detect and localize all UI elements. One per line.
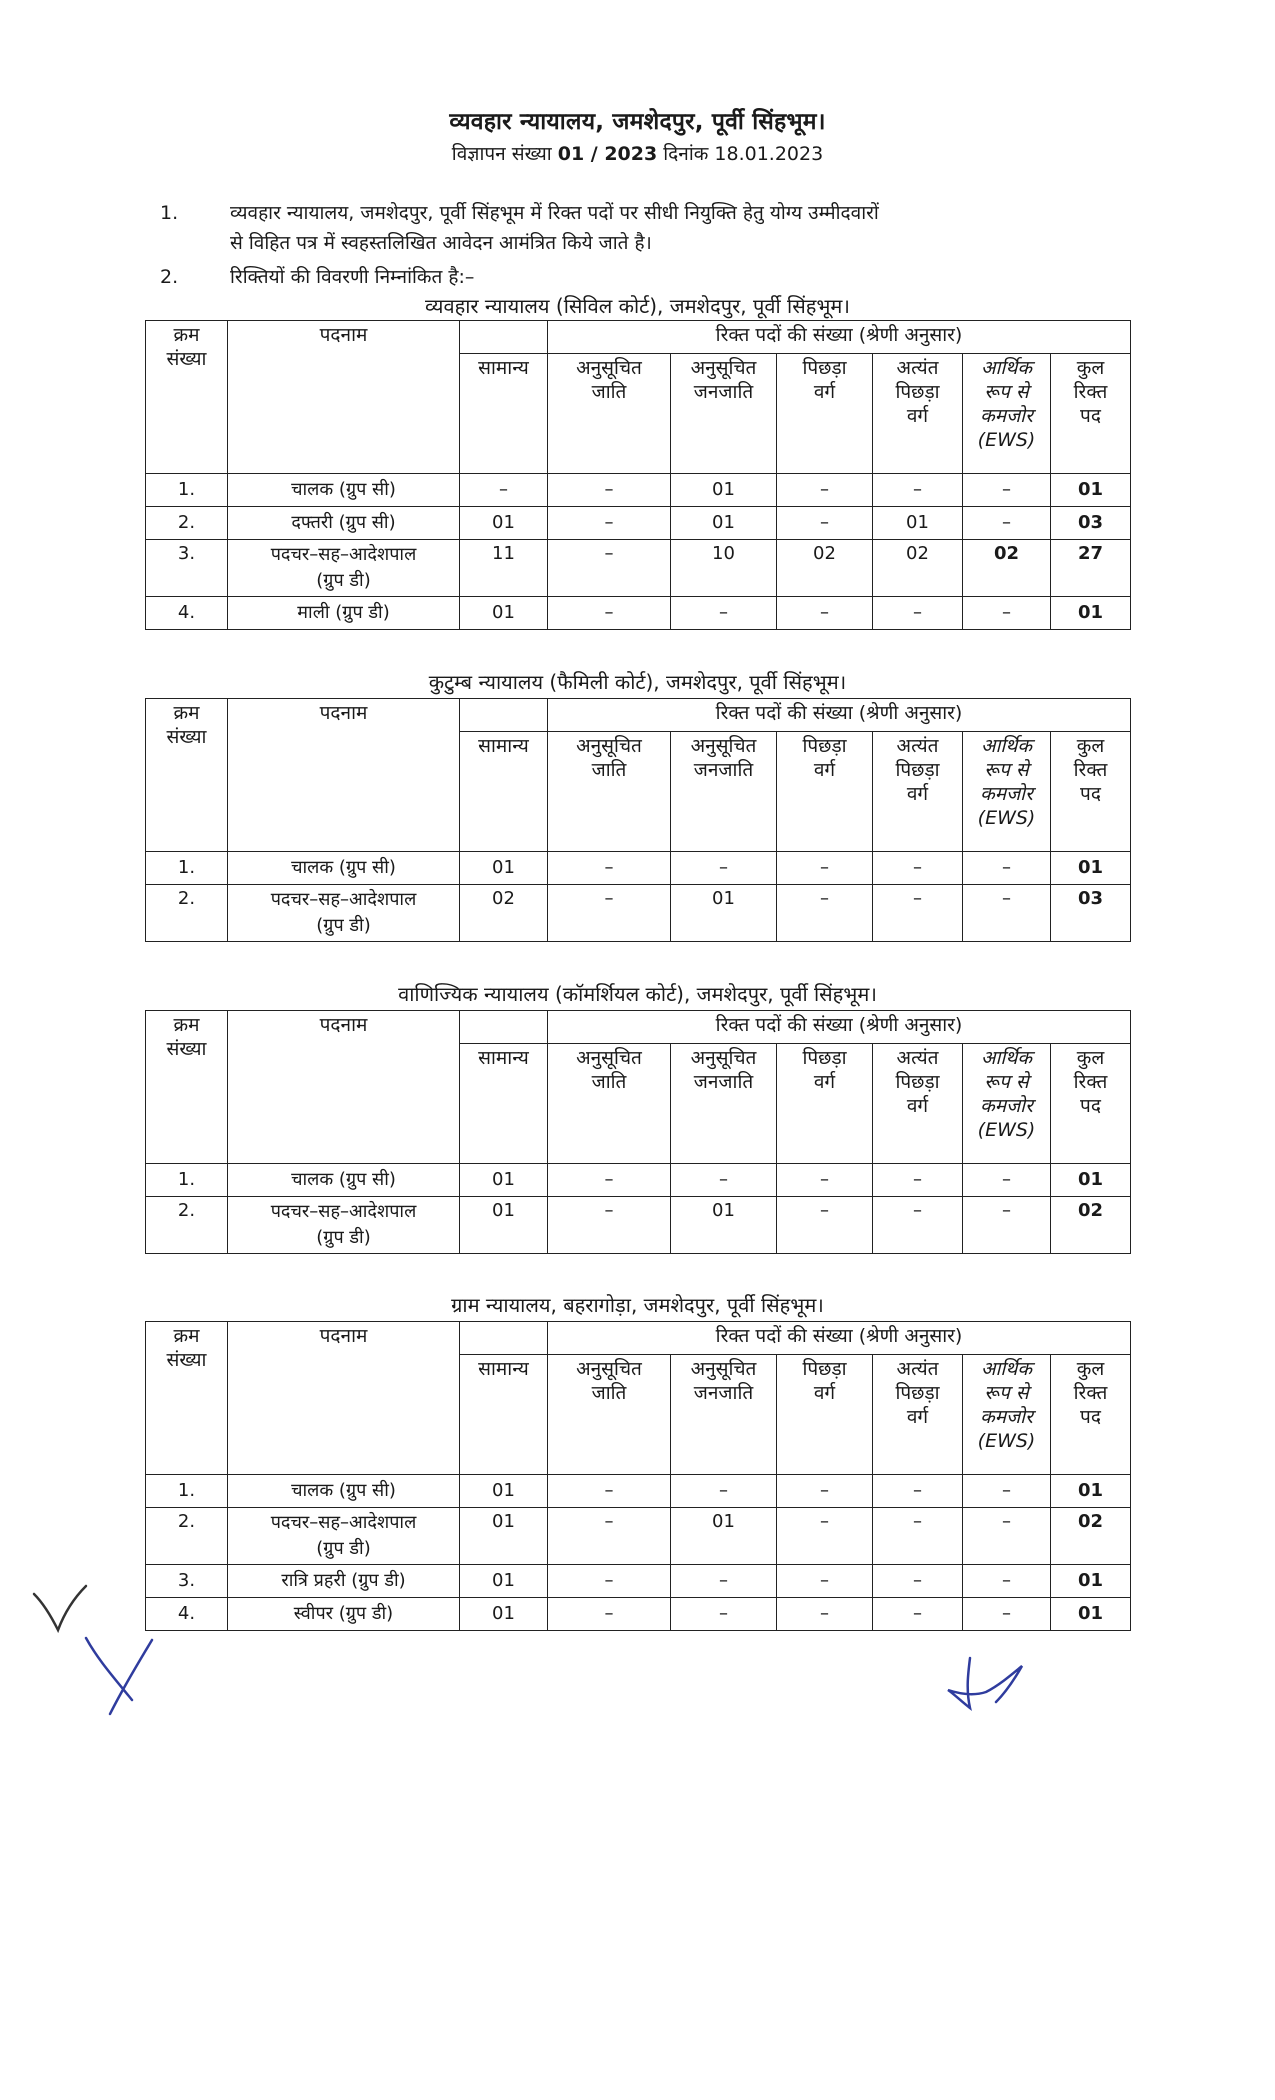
paragraph-line: से विहित पत्र में स्वहस्तलिखित आवेदन आमंत्रित किये जाते है। (230, 232, 652, 254)
header-text: (EWS) (977, 1119, 1036, 1141)
date-label: दिनांक (663, 143, 709, 165)
table-row (146, 507, 1131, 540)
cell-total: 01 (1051, 1565, 1131, 1598)
header-text: (EWS) (977, 1430, 1036, 1452)
header-text: पिछड़ा (895, 1071, 940, 1093)
court-title: कुटुम्ब न्यायालय (फैमिली कोर्ट), जमशेदपुर, पूर्वी सिंहभूम। (428, 670, 847, 694)
header-text: संख्या (166, 1349, 207, 1371)
header-post: पदनाम (228, 321, 460, 474)
cell-serial: 1. (146, 474, 228, 507)
post-line: चालक (ग्रुप सी) (291, 1480, 396, 1501)
cell-general: 01 (460, 1475, 548, 1508)
paragraph-number: 1. (160, 202, 179, 224)
cell-bc: – (777, 1475, 873, 1508)
header-bc (777, 354, 873, 474)
cell-bc: – (777, 1508, 873, 1565)
cell-post (228, 1565, 460, 1598)
cell-sc: – (548, 1598, 671, 1631)
post-line: (ग्रुप डी) (316, 570, 371, 591)
header-bc (777, 1044, 873, 1164)
header-text: वर्ग (906, 783, 929, 805)
table-row (146, 540, 1131, 597)
cell-general: 02 (460, 885, 548, 942)
header-st (671, 732, 777, 852)
header-text: क्रम (173, 1014, 200, 1036)
cell-bc: – (777, 1197, 873, 1254)
cell-sc: – (548, 852, 671, 885)
header-text: पिछड़ा (895, 1382, 940, 1404)
cell-serial: 4. (146, 597, 228, 630)
header-bc (777, 1355, 873, 1475)
cell-serial: 2. (146, 1197, 228, 1254)
header-text: क्रम (173, 702, 200, 724)
vacancy-table-gram-court (145, 1321, 1131, 1631)
officer-signature (940, 1650, 1030, 1720)
adv-number: 01 / 2023 (557, 143, 658, 165)
header-general: सामान्य (460, 732, 548, 852)
table-row (146, 852, 1131, 885)
cell-st: – (671, 597, 777, 630)
cell-st: 01 (671, 474, 777, 507)
header-text: अत्यंत (896, 357, 939, 379)
table-row (146, 1475, 1131, 1508)
header-blank (460, 321, 548, 354)
header-text: रिक्त (1073, 759, 1108, 781)
cell-total: 02 (1051, 1197, 1131, 1254)
cell-bc: 02 (777, 540, 873, 597)
cell-ews: – (963, 885, 1051, 942)
cell-total: 27 (1051, 540, 1131, 597)
cell-total: 01 (1051, 474, 1131, 507)
header-text: कमजोर (980, 783, 1033, 805)
cell-sc: – (548, 1475, 671, 1508)
cell-st: – (671, 852, 777, 885)
cell-ebc: – (873, 1565, 963, 1598)
cell-total: 01 (1051, 1475, 1131, 1508)
vacancy-table-family-court (145, 698, 1131, 942)
post-line: पदचर–सह–आदेशपाल (270, 1512, 417, 1533)
post-line: रात्रि प्रहरी (ग्रुप डी) (281, 1570, 406, 1591)
cell-serial: 3. (146, 540, 228, 597)
document-title: व्यवहार न्यायालय, जमशेदपुर, पूर्वी सिंहभूम। (449, 109, 826, 135)
table-row (146, 1598, 1131, 1631)
post-line: पदचर–सह–आदेशपाल (270, 889, 417, 910)
vacancy-table-civil-court (145, 320, 1131, 630)
header-text: पद (1080, 1095, 1101, 1117)
header-text: कमजोर (980, 405, 1033, 427)
cell-post (228, 597, 460, 630)
cell-bc: – (777, 507, 873, 540)
cell-st: 10 (671, 540, 777, 597)
cell-st: – (671, 1598, 777, 1631)
header-text: (EWS) (977, 429, 1036, 451)
cell-sc: – (548, 540, 671, 597)
cell-ebc: – (873, 1475, 963, 1508)
cell-total: 03 (1051, 507, 1131, 540)
header-post: पदनाम (228, 699, 460, 852)
header-text: जनजाति (693, 1382, 754, 1404)
cell-general: 01 (460, 1565, 548, 1598)
header-text: अनुसूचित (690, 1358, 757, 1380)
header-text: वर्ग (906, 1095, 929, 1117)
cell-bc: – (777, 885, 873, 942)
header-text: रिक्त (1073, 1382, 1108, 1404)
cell-bc: – (777, 474, 873, 507)
header-total (1051, 732, 1131, 852)
table-row (146, 597, 1131, 630)
post-line: (ग्रुप डी) (316, 915, 371, 936)
cell-serial: 1. (146, 1164, 228, 1197)
header-sc (548, 732, 671, 852)
cell-serial: 3. (146, 1565, 228, 1598)
cell-general: 11 (460, 540, 548, 597)
cell-general: 01 (460, 1164, 548, 1197)
header-text: अनुसूचित (576, 735, 642, 757)
cell-st: 01 (671, 1508, 777, 1565)
header-bc (777, 732, 873, 852)
header-sc (548, 354, 671, 474)
header-text: रूप से (984, 1071, 1029, 1093)
header-text: पद (1080, 1406, 1101, 1428)
cell-ews: – (963, 1475, 1051, 1508)
cell-ebc: – (873, 474, 963, 507)
cell-bc: – (777, 1598, 873, 1631)
vacancy-table-commercial-court (145, 1010, 1131, 1254)
header-text: पिछड़ा (895, 759, 940, 781)
cell-ebc: – (873, 1164, 963, 1197)
header-ews (963, 1355, 1051, 1475)
header-text: संख्या (166, 348, 207, 370)
header-text: वर्ग (906, 1406, 929, 1428)
header-st (671, 1355, 777, 1475)
cell-sc: – (548, 885, 671, 942)
cell-sc: – (548, 474, 671, 507)
header-text: अनुसूचित (690, 357, 757, 379)
court-title: वाणिज्यिक न्यायालय (कॉमर्शियल कोर्ट), जमशेदपुर, पूर्वी सिंहभूम। (398, 982, 877, 1006)
cell-ews: 02 (963, 540, 1051, 597)
header-sc (548, 1355, 671, 1475)
header-text: वर्ग (813, 381, 836, 403)
cell-ews: – (963, 597, 1051, 630)
cell-ews: – (963, 1598, 1051, 1631)
post-line: चालक (ग्रुप सी) (291, 857, 396, 878)
post-line: दफ्तरी (ग्रुप सी) (291, 512, 396, 533)
header-text: संख्या (166, 1038, 207, 1060)
cell-ews: – (963, 852, 1051, 885)
header-text: आर्थिक (980, 1358, 1033, 1380)
cell-post (228, 1508, 460, 1565)
header-text: कमजोर (980, 1406, 1033, 1428)
header-text: जनजाति (693, 759, 754, 781)
header-text: कुल (1076, 735, 1105, 757)
header-text: अनुसूचित (690, 1047, 757, 1069)
adv-date: 18.01.2023 (714, 143, 824, 165)
header-category-group: रिक्त पदों की संख्या (श्रेणी अनुसार) (548, 1322, 1131, 1355)
header-category-group: रिक्त पदों की संख्या (श्रेणी अनुसार) (548, 699, 1131, 732)
header-category-group: रिक्त पदों की संख्या (श्रेणी अनुसार) (548, 1011, 1131, 1044)
advertisement-line (0, 140, 1275, 166)
cell-general: 01 (460, 1508, 548, 1565)
cell-ebc: 01 (873, 507, 963, 540)
cell-post (228, 1197, 460, 1254)
table-row (146, 885, 1131, 942)
table-row (146, 1197, 1131, 1254)
post-line: (ग्रुप डी) (316, 1227, 371, 1248)
header-text: पिछड़ा (802, 1047, 847, 1069)
header-text: संख्या (166, 726, 207, 748)
header-text: पद (1080, 405, 1101, 427)
header-text: अनुसूचित (576, 1358, 642, 1380)
header-ews (963, 732, 1051, 852)
cell-post (228, 1475, 460, 1508)
header-text: जाति (591, 1382, 627, 1404)
cell-total: 01 (1051, 1164, 1131, 1197)
header-st (671, 1044, 777, 1164)
header-text: (EWS) (977, 807, 1036, 829)
cell-post (228, 885, 460, 942)
header-text: अनुसूचित (576, 357, 642, 379)
cell-ews: – (963, 474, 1051, 507)
cell-ebc: – (873, 597, 963, 630)
header-text: अत्यंत (896, 1358, 939, 1380)
cell-sc: – (548, 597, 671, 630)
table-row (146, 474, 1131, 507)
header-serial (146, 699, 228, 852)
cell-ebc: – (873, 1508, 963, 1565)
header-serial (146, 1011, 228, 1164)
cell-general: 01 (460, 507, 548, 540)
cell-sc: – (548, 1164, 671, 1197)
paragraph-2 (160, 262, 1120, 292)
header-text: जनजाति (693, 381, 754, 403)
header-serial (146, 1322, 228, 1475)
header-text: कमजोर (980, 1095, 1033, 1117)
cell-post (228, 507, 460, 540)
header-total (1051, 1355, 1131, 1475)
header-sc (548, 1044, 671, 1164)
cell-general: – (460, 474, 548, 507)
header-ebc (873, 1355, 963, 1475)
header-text: आर्थिक (980, 357, 1033, 379)
header-text: पिछड़ा (802, 1358, 847, 1380)
header-text: वर्ग (813, 759, 836, 781)
cell-total: 02 (1051, 1508, 1131, 1565)
header-text: रूप से (984, 381, 1029, 403)
cell-sc: – (548, 507, 671, 540)
header-text: जाति (591, 1071, 627, 1093)
header-text: रूप से (984, 759, 1029, 781)
cell-st: 01 (671, 507, 777, 540)
cell-general: 01 (460, 1197, 548, 1254)
header-text: क्रम (173, 324, 200, 346)
header-ebc (873, 1044, 963, 1164)
initials-signature (80, 1630, 170, 1720)
cell-post (228, 540, 460, 597)
header-text: अत्यंत (896, 735, 939, 757)
header-general: सामान्य (460, 1355, 548, 1475)
paragraph-1 (160, 198, 1120, 258)
cell-ews: – (963, 1164, 1051, 1197)
cell-ews: – (963, 1508, 1051, 1565)
header-text: आर्थिक (980, 735, 1033, 757)
cell-st: 01 (671, 885, 777, 942)
header-text: पिछड़ा (895, 381, 940, 403)
header-ews (963, 354, 1051, 474)
table-row (146, 1565, 1131, 1598)
post-line: (ग्रुप डी) (316, 1538, 371, 1559)
cell-sc: – (548, 1508, 671, 1565)
header-text: पद (1080, 783, 1101, 805)
cell-ebc: 02 (873, 540, 963, 597)
cell-serial: 4. (146, 1598, 228, 1631)
header-text: जनजाति (693, 1071, 754, 1093)
header-blank (460, 1322, 548, 1355)
cell-general: 01 (460, 1598, 548, 1631)
header-st (671, 354, 777, 474)
header-text: वर्ग (906, 405, 929, 427)
cell-st: – (671, 1565, 777, 1598)
cell-sc: – (548, 1565, 671, 1598)
cell-total: 03 (1051, 885, 1131, 942)
cell-st: – (671, 1164, 777, 1197)
header-text: पिछड़ा (802, 735, 847, 757)
header-text: कुल (1076, 1358, 1105, 1380)
post-line: पदचर–सह–आदेशपाल (270, 1201, 417, 1222)
court-title: ग्राम न्यायालय, बहरागोड़ा, जमशेदपुर, पूर्वी सिंहभूम। (451, 1293, 824, 1317)
cell-bc: – (777, 1565, 873, 1598)
header-ebc (873, 354, 963, 474)
cell-ebc: – (873, 1598, 963, 1631)
cell-general: 01 (460, 852, 548, 885)
header-post: पदनाम (228, 1322, 460, 1475)
paragraph-line: रिक्तियों की विवरणी निम्नांकित है:– (230, 266, 475, 288)
cell-ebc: – (873, 885, 963, 942)
cell-ebc: – (873, 852, 963, 885)
header-category-group: रिक्त पदों की संख्या (श्रेणी अनुसार) (548, 321, 1131, 354)
header-ebc (873, 732, 963, 852)
cell-post (228, 852, 460, 885)
adv-prefix: विज्ञापन संख्या (451, 143, 552, 165)
header-text: पिछड़ा (802, 357, 847, 379)
cell-total: 01 (1051, 597, 1131, 630)
cell-sc: – (548, 1197, 671, 1254)
header-text: रिक्त (1073, 381, 1108, 403)
cell-bc: – (777, 1164, 873, 1197)
post-line: स्वीपर (ग्रुप डी) (293, 1603, 394, 1624)
cell-ebc: – (873, 1197, 963, 1254)
header-text: आर्थिक (980, 1047, 1033, 1069)
cell-serial: 2. (146, 885, 228, 942)
cell-st: 01 (671, 1197, 777, 1254)
cell-st: – (671, 1475, 777, 1508)
cell-total: 01 (1051, 852, 1131, 885)
header-text: रूप से (984, 1382, 1029, 1404)
header-general: सामान्य (460, 1044, 548, 1164)
table-row (146, 1164, 1131, 1197)
post-line: चालक (ग्रुप सी) (291, 479, 396, 500)
court-title: व्यवहार न्यायालय (सिविल कोर्ट), जमशेदपुर, पूर्वी सिंहभूम। (425, 294, 850, 318)
cell-post (228, 474, 460, 507)
cell-bc: – (777, 597, 873, 630)
paragraph-text (230, 262, 474, 292)
paragraph-line: व्यवहार न्यायालय, जमशेदपुर, पूर्वी सिंहभूम में रिक्त पदों पर सीधी नियुक्ति हेतु योग्य उम्मीदवारों (230, 202, 879, 224)
header-text: कुल (1076, 357, 1105, 379)
header-text: वर्ग (813, 1071, 836, 1093)
paragraph-text (230, 198, 879, 258)
cell-post (228, 1598, 460, 1631)
header-text: वर्ग (813, 1382, 836, 1404)
cell-ews: – (963, 1197, 1051, 1254)
header-serial (146, 321, 228, 474)
table-row (146, 1508, 1131, 1565)
cell-total: 01 (1051, 1598, 1131, 1631)
cell-post (228, 1164, 460, 1197)
header-ews (963, 1044, 1051, 1164)
cell-serial: 1. (146, 1475, 228, 1508)
header-text: अनुसूचित (576, 1047, 642, 1069)
header-text: कुल (1076, 1047, 1105, 1069)
header-total (1051, 1044, 1131, 1164)
header-blank (460, 699, 548, 732)
header-post: पदनाम (228, 1011, 460, 1164)
header-text: अत्यंत (896, 1047, 939, 1069)
header-text: रिक्त (1073, 1071, 1108, 1093)
post-line: चालक (ग्रुप सी) (291, 1169, 396, 1190)
header-text: जाति (591, 759, 627, 781)
post-line: पदचर–सह–आदेशपाल (270, 544, 417, 565)
cell-general: 01 (460, 597, 548, 630)
header-blank (460, 1011, 548, 1044)
cell-ews: – (963, 1565, 1051, 1598)
cell-ews: – (963, 507, 1051, 540)
paragraph-number: 2. (160, 266, 179, 288)
header-text: अनुसूचित (690, 735, 757, 757)
header-text: जाति (591, 381, 627, 403)
header-general: सामान्य (460, 354, 548, 474)
header-total (1051, 354, 1131, 474)
post-line: माली (ग्रुप डी) (297, 602, 390, 623)
cell-serial: 2. (146, 1508, 228, 1565)
cell-bc: – (777, 852, 873, 885)
cell-serial: 1. (146, 852, 228, 885)
header-text: क्रम (173, 1325, 200, 1347)
cell-serial: 2. (146, 507, 228, 540)
